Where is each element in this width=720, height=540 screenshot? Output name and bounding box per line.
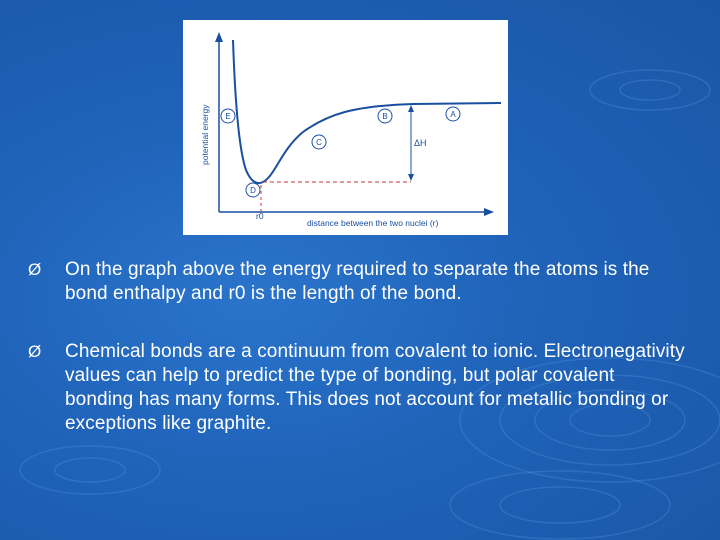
point-c: [312, 135, 326, 149]
arrow-bullet-icon: Ø: [28, 260, 42, 279]
svg-text:B: B: [382, 112, 388, 121]
svg-text:E: E: [225, 112, 231, 121]
bullet-text: On the graph above the energy required to separate the atoms is the bond enthalpy and r0 is the length of the bond.: [65, 259, 650, 304]
point-b: [378, 109, 392, 123]
bullet-item-bond-enthalpy: [28, 258, 688, 306]
bullet-list: [28, 258, 688, 436]
delta-h-arrow-bottom: [408, 174, 414, 181]
delta-h-label: ΔH: [414, 138, 427, 148]
x-axis-arrow: [484, 208, 494, 216]
potential-energy-graph: [183, 20, 508, 235]
point-a: [446, 107, 460, 121]
y-axis-label: potential energy: [200, 104, 210, 165]
svg-text:D: D: [250, 186, 256, 195]
r0-label: r0: [256, 211, 264, 221]
bullet-item-chemical-bonds: [28, 340, 688, 436]
arrow-bullet-icon: Ø: [28, 342, 42, 361]
point-d: [246, 183, 260, 197]
point-e: [221, 109, 235, 123]
potential-energy-curve: [233, 40, 501, 183]
x-axis-label: distance between the two nuclei (r): [307, 218, 439, 228]
bullet-text: Chemical bonds are a continuum from covalent to ionic. Electronegativity values can help to predict the type of bonding, but polar covalent bonding has many forms. This does not account for metallic bonding or exceptions like graphite.: [65, 341, 685, 434]
delta-h-arrow-top: [408, 105, 414, 112]
svg-text:A: A: [450, 110, 456, 119]
y-axis-arrow: [215, 32, 223, 42]
svg-text:C: C: [316, 138, 322, 147]
